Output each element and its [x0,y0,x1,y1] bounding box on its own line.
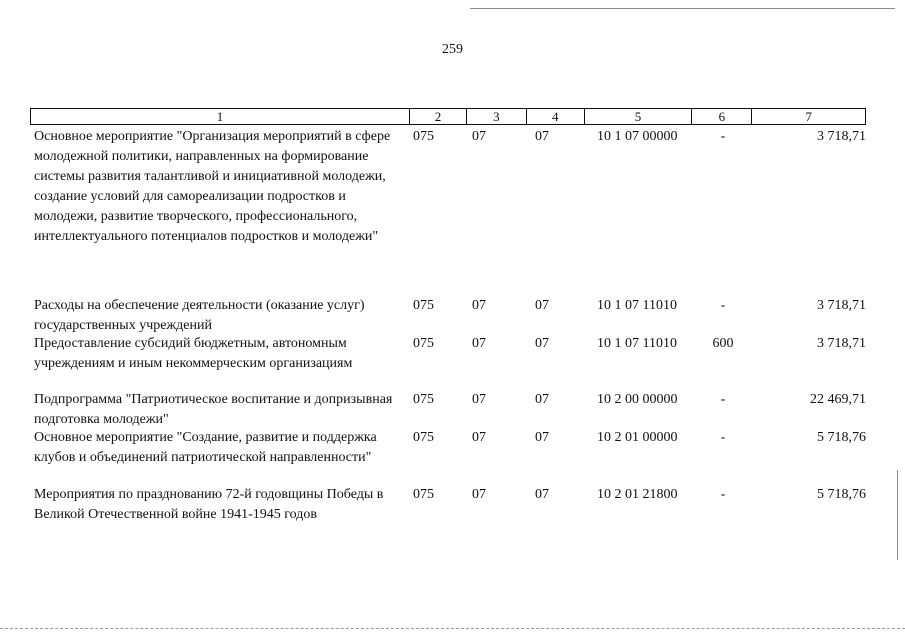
header-col-7: 7 [805,109,812,124]
row-name: Подпрограмма "Патриотическое воспитание и допризывная подготовка молодежи" [34,392,393,427]
row-name: Расходы на обеспечение деятельности (оказание услуг) государственных учреждений [34,298,365,333]
row-col-7: 5 718,76 [817,430,866,445]
table-header [30,108,866,125]
row-col-2: 075 [413,129,434,144]
row-col-3: 07 [472,129,486,144]
table-row [30,485,866,525]
row-col-5: 10 2 01 21800 [597,487,678,502]
row-col-4: 07 [535,129,549,144]
row-col-4: 07 [535,336,549,351]
row-col-2: 075 [413,430,434,445]
row-col-2: 075 [413,392,434,407]
row-col-5: 10 1 07 11010 [597,336,677,351]
page-number: 259 [442,42,463,57]
row-col-3: 07 [472,298,486,313]
scan-edge-right [897,470,898,560]
row-name: Мероприятия по празднованию 72-й годовщины Победы в Великой Отечественной войне 1941-1945 годов [34,487,384,522]
row-col-4: 07 [535,487,549,502]
header-col-1: 1 [31,109,410,124]
row-col-2: 075 [413,487,434,502]
row-col-5: 10 1 07 11010 [597,298,677,313]
row-col-6: 600 [712,336,734,351]
row-col-7: 3 718,71 [817,298,866,313]
row-col-6: - [720,392,726,407]
row-col-3: 07 [472,392,486,407]
scan-edge-top [470,8,895,9]
table-row [30,334,866,374]
row-col-4: 07 [535,392,549,407]
row-col-3: 07 [472,430,486,445]
row-col-3: 07 [472,336,486,351]
row-col-6: - [720,487,726,502]
header-col-5: 5 [585,109,693,124]
row-col-5: 10 1 07 00000 [597,129,678,144]
row-col-3: 07 [472,487,486,502]
row-col-5: 10 2 00 00000 [597,392,678,407]
table-row [30,127,866,247]
row-col-6: - [720,298,726,313]
row-col-6: - [720,430,726,445]
header-col-4: 4 [527,109,585,124]
row-col-5: 10 2 01 00000 [597,430,678,445]
header-col-2: 2 [410,109,467,124]
table-row [30,428,866,468]
header-col-6: 6 [692,109,752,124]
table-row [30,390,866,430]
header-col-3: 3 [467,109,527,124]
row-col-7: 3 718,71 [817,129,866,144]
row-col-7: 22 469,71 [810,392,866,407]
row-col-2: 075 [413,298,434,313]
scan-edge-bottom [0,628,905,629]
row-col-4: 07 [535,298,549,313]
row-col-2: 075 [413,336,434,351]
table-row [30,296,866,336]
row-name: Основное мероприятие "Организация мероприятий в сфере молодежной политики, направленных на формирование системы развития талантливой и инициативной молодежи, создание условий для самореализации подростков и молодежи, развитие творческого, профессионального, интеллектуального потенциалов подростков и молодежи" [34,129,391,244]
row-col-7: 5 718,76 [817,487,866,502]
row-name: Предоставление субсидий бюджетным, автономным учреждениям и иным некоммерческим организациям [34,336,353,371]
row-col-4: 07 [535,430,549,445]
row-col-7: 3 718,71 [817,336,866,351]
row-name: Основное мероприятие "Создание, развитие и поддержка клубов и объединений патриотической направленности" [34,430,377,465]
row-col-6: - [720,129,726,144]
